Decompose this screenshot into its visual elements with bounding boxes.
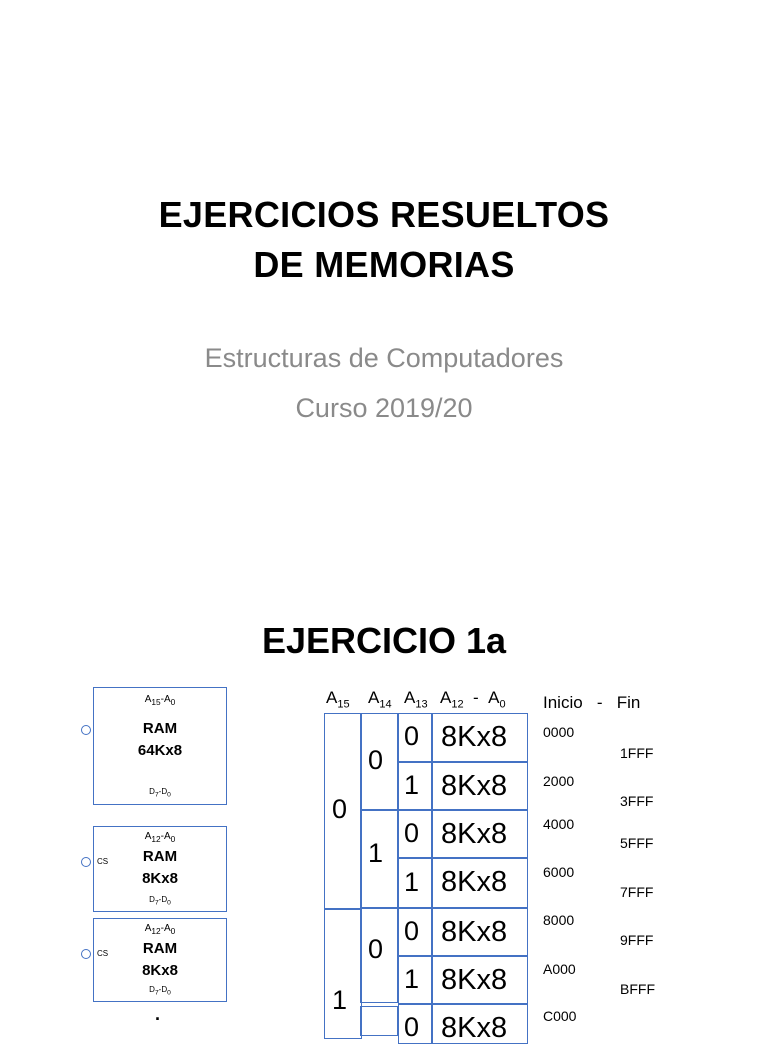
addr-hi: 12	[151, 834, 161, 844]
end-address: 7FFF	[620, 884, 654, 900]
a14-value: 1	[368, 838, 384, 868]
chip-size: 8Kx8	[142, 962, 178, 979]
data-lo: 0	[167, 791, 171, 799]
a14-value: 0	[368, 745, 384, 775]
a13-value: 1	[404, 770, 420, 800]
data-hi: 7	[154, 899, 159, 907]
header-a13: $A_{13}$	[404, 688, 428, 711]
a13-index: 13	[415, 698, 428, 711]
course-year: Curso 2019/20	[295, 393, 473, 423]
start-address: 8000	[543, 912, 575, 928]
addr-lo: 0	[170, 926, 176, 936]
exercise-title: EJERCICIO 1a	[261, 620, 507, 661]
a13-value: 0	[404, 1012, 420, 1042]
end-address: 1FFF	[620, 745, 654, 761]
a0-index: 0	[499, 698, 506, 711]
a15-value: 1	[332, 985, 348, 1015]
chip-address-pins: $A_{12}-A_0$	[144, 831, 176, 844]
cs-bubble-icon	[81, 857, 91, 867]
data-lo: 0	[167, 899, 171, 907]
slide-title-line-2: DE MEMORIAS	[253, 244, 515, 285]
chip-size: 8Kx8	[142, 870, 178, 887]
data-lo: 0	[167, 989, 171, 997]
end-address: 9FFF	[620, 932, 654, 948]
header-inicio	[543, 693, 640, 713]
chip-size: 64Kx8	[137, 742, 183, 759]
end-address: 5FFF	[620, 835, 654, 851]
chip-block: 8Kx8	[432, 1004, 528, 1044]
ram-8k-chip	[93, 826, 227, 912]
a15-index: 15	[337, 698, 350, 711]
chip-type: RAM	[142, 720, 178, 737]
slide-subtitle	[0, 333, 768, 433]
ram-8k-chip	[93, 918, 227, 1002]
cs-label: CS	[97, 949, 109, 958]
chip-block: 8Kx8	[432, 858, 528, 908]
chip-name	[94, 938, 226, 982]
chip-type: RAM	[142, 848, 178, 865]
chip-block: 8Kx8	[432, 908, 528, 956]
ram-64k-chip	[93, 687, 227, 805]
chip-name	[94, 718, 226, 762]
enable-bubble-icon	[81, 725, 91, 735]
cs-bubble-icon	[81, 949, 91, 959]
chip-data-pins: $D_7-D_0$	[149, 985, 171, 997]
a15-value: 0	[332, 794, 348, 824]
fin-label: Fin	[616, 693, 641, 712]
chip-block: 8Kx8	[432, 713, 528, 762]
chip-address-pins: $A_{15}-A_0$	[144, 694, 176, 707]
cs-label: CS	[97, 857, 109, 866]
a14-index: 14	[379, 698, 392, 711]
data-hi: 7	[154, 989, 159, 997]
a13-value: 1	[404, 964, 420, 994]
start-address: A000	[543, 961, 576, 977]
range-dash: -	[473, 688, 479, 707]
addr-lo: 0	[170, 697, 176, 707]
addr-hi: 15	[151, 697, 161, 707]
a13-value: 1	[404, 867, 420, 897]
chip-type: RAM	[142, 940, 178, 957]
slide-title	[0, 190, 768, 290]
end-address: 3FFF	[620, 793, 654, 809]
chip-data-pins: $D_7-D_0$	[149, 895, 171, 907]
header-a15: $A_{15}$	[326, 688, 350, 711]
addr-lo: 0	[170, 834, 176, 844]
chip-name	[94, 846, 226, 890]
chip-block: 8Kx8	[432, 810, 528, 858]
end-address: BFFF	[620, 981, 655, 997]
slide-title-line-1: EJERCICIOS RESUELTOS	[158, 194, 610, 235]
start-address: C000	[543, 1008, 577, 1024]
inicio-fin-separator: -	[596, 693, 603, 712]
a13-value: 0	[404, 916, 420, 946]
continuation-dot: .	[155, 1004, 161, 1024]
addr-hi: 12	[151, 926, 161, 936]
a13-value: 0	[404, 818, 420, 848]
header-a12-a0: $A_{12} - A_0$	[440, 688, 506, 711]
header-a14: $A_{14}$	[368, 688, 392, 711]
start-address: 6000	[543, 864, 575, 880]
course-name: Estructuras de Computadores	[204, 343, 564, 373]
a14-value: 0	[368, 934, 384, 964]
a12-index: 12	[451, 698, 464, 711]
chip-address-pins: $A_{12}-A_0$	[144, 923, 176, 936]
start-address: 0000	[543, 724, 575, 740]
a15-cell	[324, 909, 362, 1039]
chip-block: 8Kx8	[432, 956, 528, 1004]
data-hi: 7	[154, 791, 159, 799]
a13-value: 0	[404, 721, 420, 751]
chip-block: 8Kx8	[432, 762, 528, 810]
a14-cell	[360, 1006, 398, 1036]
start-address: 2000	[543, 773, 575, 789]
chip-data-pins: $D_7-D_0$	[149, 787, 171, 799]
inicio-label: Inicio	[543, 693, 583, 712]
start-address: 4000	[543, 816, 575, 832]
